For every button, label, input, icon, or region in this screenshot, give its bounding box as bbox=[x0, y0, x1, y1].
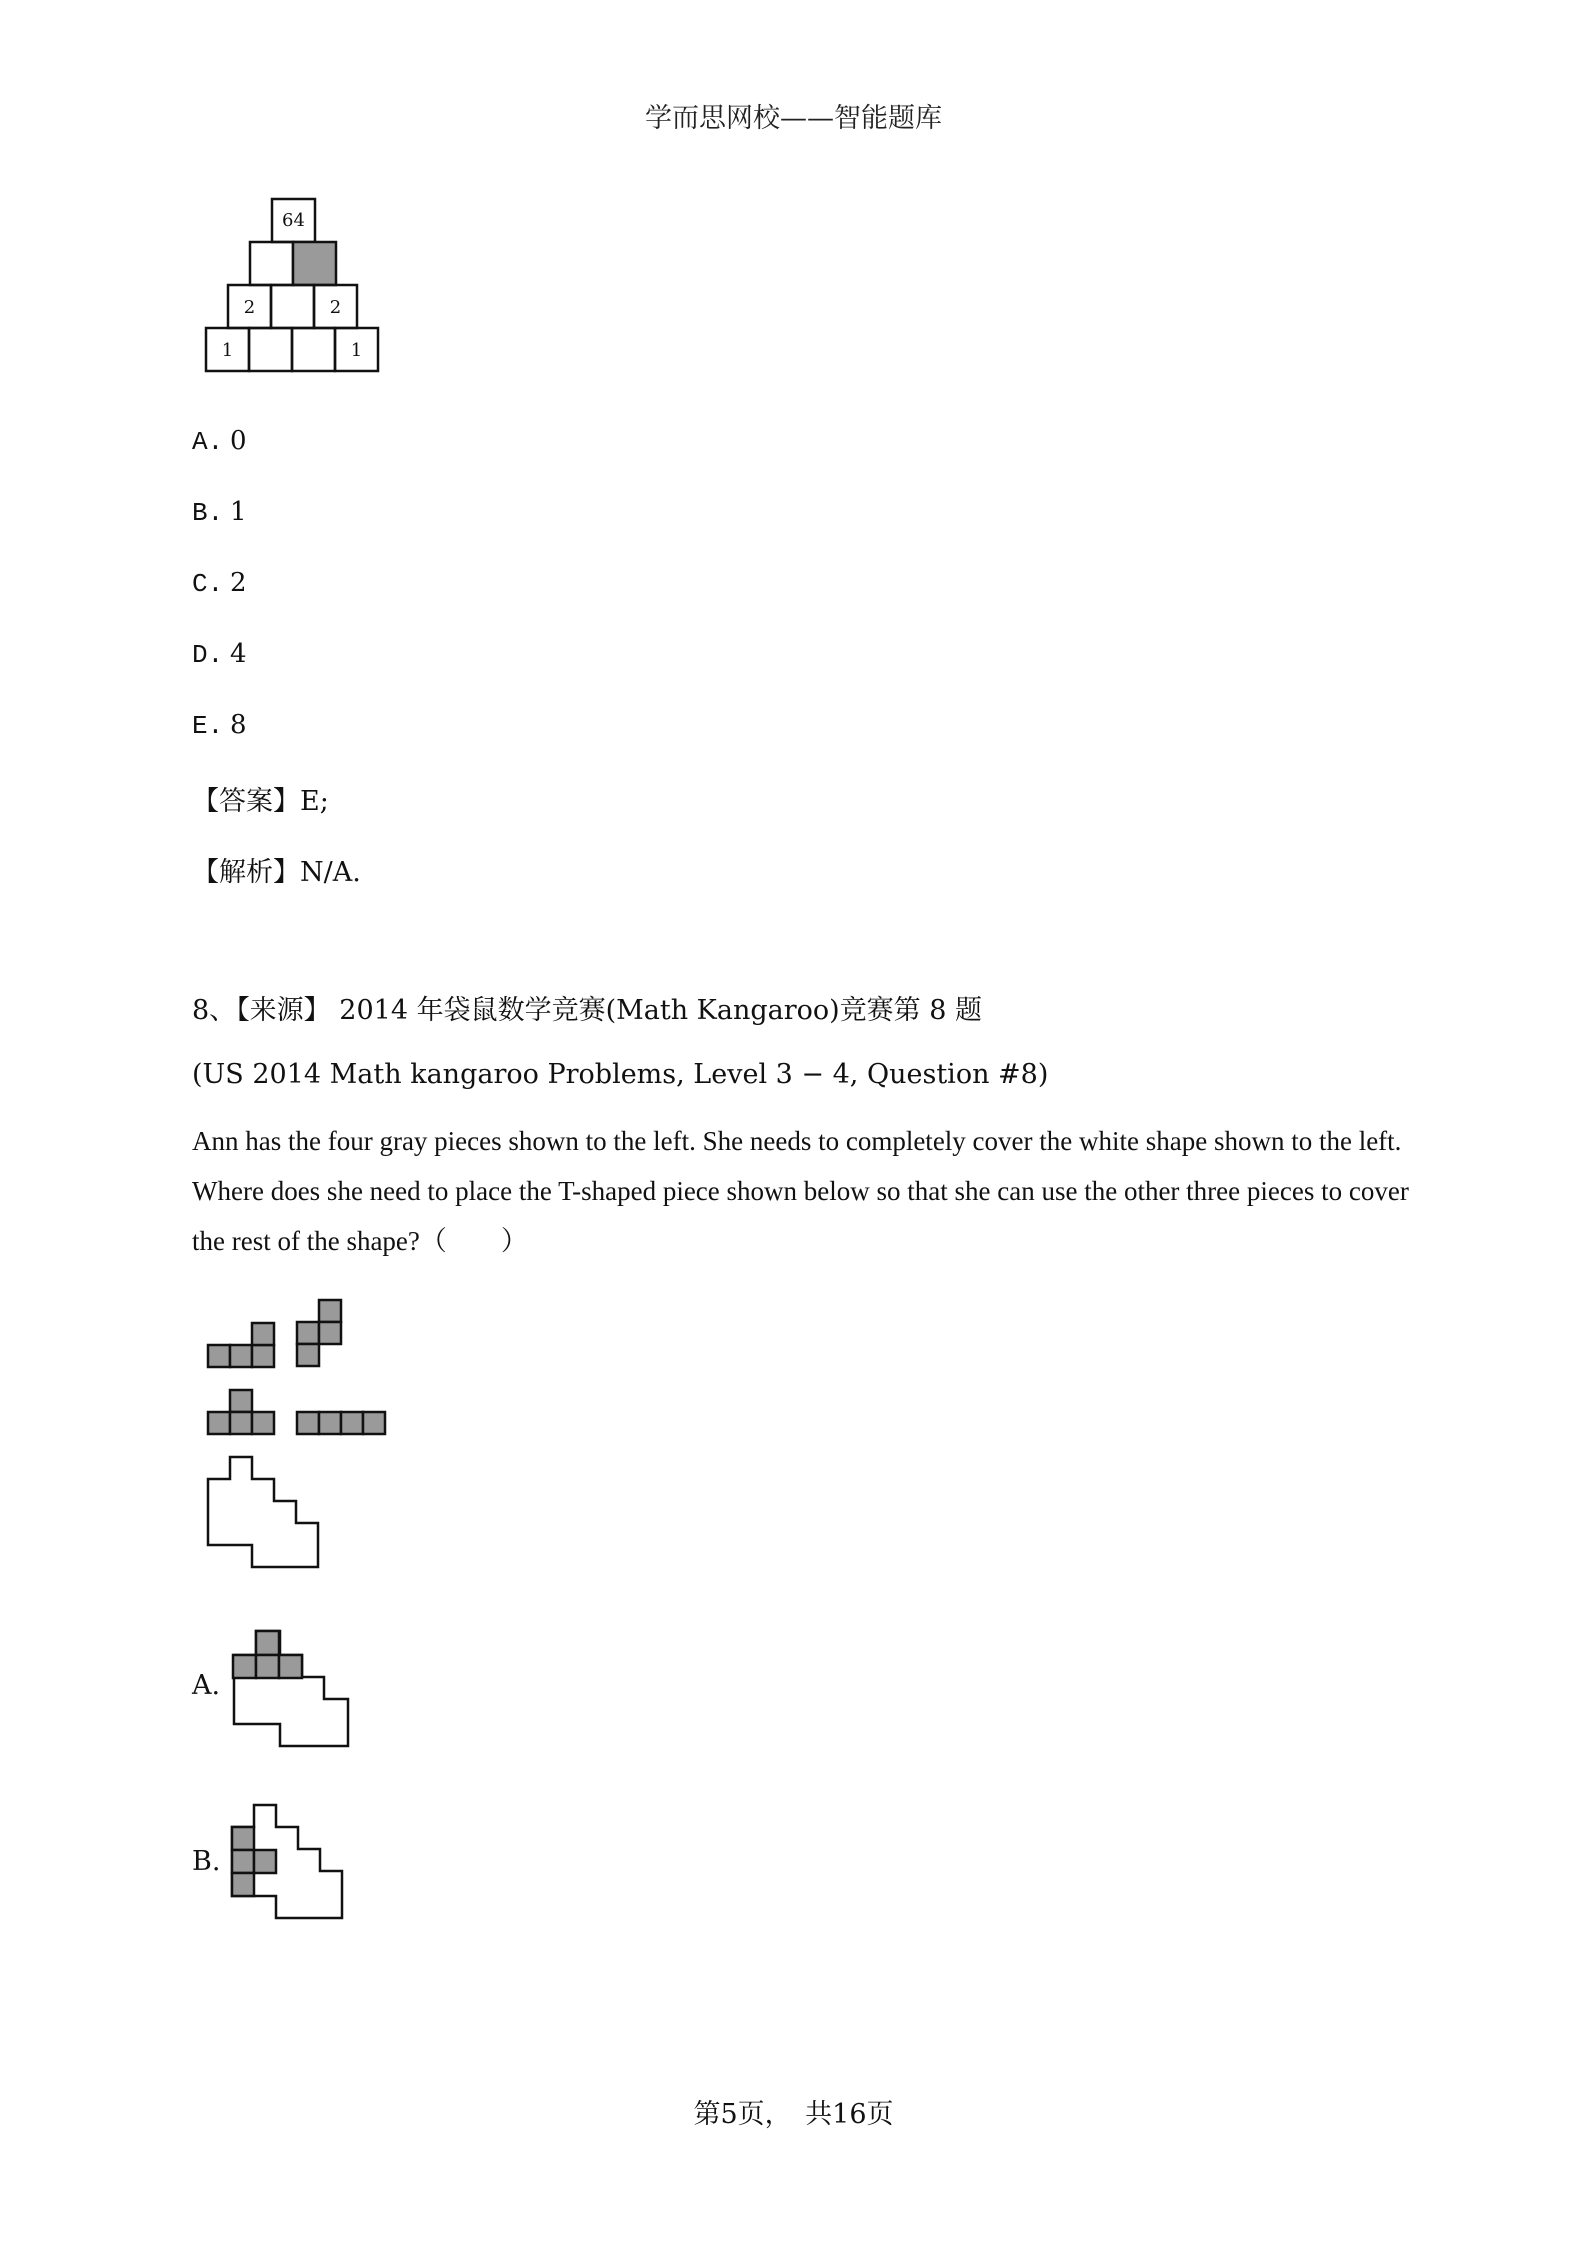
q8-option-a-label: A. bbox=[192, 1670, 221, 1701]
option-label: C. bbox=[192, 569, 224, 599]
option-value: 1 bbox=[230, 497, 247, 527]
option-e bbox=[192, 710, 247, 741]
option-label: E. bbox=[192, 711, 224, 741]
option-label: A. bbox=[192, 427, 224, 457]
pyramid-cell: 1 bbox=[221, 340, 234, 361]
page-header: 学而思网校——智能题库 bbox=[645, 103, 942, 134]
source-text: 2014 年袋鼠数学竞赛(Math Kangaroo)竞赛第 8 题 bbox=[339, 995, 983, 1026]
page-footer: 第5页， 共16页 bbox=[693, 2099, 894, 2130]
q8-option-a-figure bbox=[228, 1626, 358, 1756]
analysis-label: 【解析】 bbox=[192, 857, 300, 888]
gray-pieces-figure bbox=[200, 1292, 400, 1442]
option-c bbox=[192, 568, 247, 599]
option-label: B. bbox=[192, 498, 224, 528]
option-value: 0 bbox=[230, 426, 247, 456]
source-label: 【来源】 bbox=[236, 995, 331, 1026]
answer-label: 【答案】 bbox=[192, 786, 300, 817]
q8-option-b-figure bbox=[228, 1800, 358, 1930]
pyramid-cell: 2 bbox=[243, 297, 256, 318]
option-d bbox=[192, 639, 247, 670]
number-pyramid-figure bbox=[200, 196, 385, 376]
pyramid-cell: 1 bbox=[350, 340, 363, 361]
answer-value: E; bbox=[300, 786, 329, 817]
option-label: D. bbox=[192, 640, 224, 670]
option-value: 8 bbox=[230, 710, 247, 740]
option-b bbox=[192, 497, 247, 528]
question-8-text: Ann has the four gray pieces shown to the left. She needs to completely cover the white shape shown to the left. Where does she need to place the T-shaped piece shown below so that she can use the other three pieces to cover the rest of the shape?（ ） bbox=[192, 1126, 1409, 1256]
analysis-value: N/A. bbox=[300, 857, 361, 888]
analysis-line bbox=[192, 850, 361, 889]
question-number: 8、 bbox=[192, 995, 237, 1026]
option-value: 4 bbox=[230, 639, 247, 669]
answer-line bbox=[192, 779, 329, 818]
pyramid-top-value: 64 bbox=[282, 210, 305, 231]
pyramid-cell: 2 bbox=[329, 297, 342, 318]
q8-option-b-label: B. bbox=[192, 1846, 221, 1877]
question-8-reference: (US 2014 Math kangaroo Problems, Level 3 − 4, Question #8) bbox=[192, 1059, 1049, 1090]
option-value: 2 bbox=[230, 568, 247, 598]
white-shape-figure bbox=[200, 1452, 330, 1572]
question-8-source bbox=[192, 988, 982, 1027]
option-a bbox=[192, 426, 247, 457]
